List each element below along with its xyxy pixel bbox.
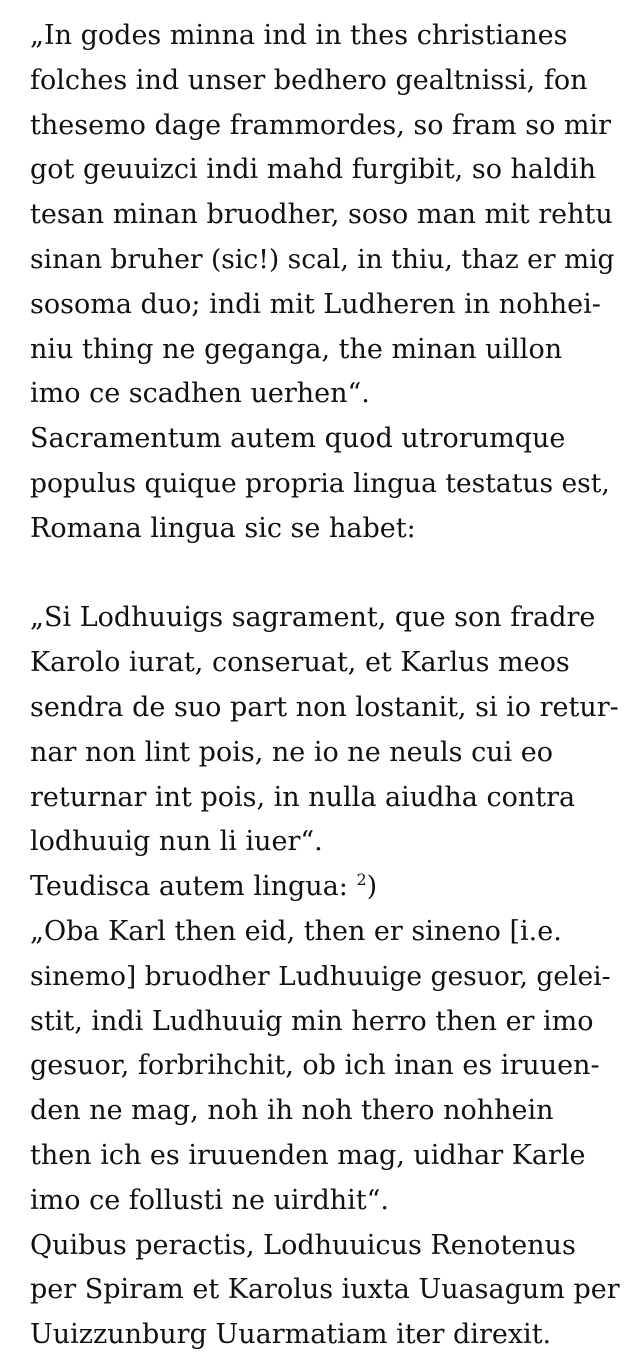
paragraph-oath-romance [30,596,620,865]
text-line: gesuor, forbrihchit, ob ich inan es iruuen- [30,1050,600,1082]
text-line: imo ce scadhen uerhen“. [30,378,370,410]
text-line: stit, indi Ludhuuig min herro then er imo [30,1005,594,1037]
text-line: nar non lint pois, ne io ne neuls cui eo [30,736,554,768]
paragraph-oath-old-high-german [30,14,620,417]
text-line: „Si Lodhuuigs sagrament, que son fradre [30,602,596,634]
text-line: den ne mag, noh ih noh thero nohhein [30,1095,554,1127]
text-line: Quibus peractis, Lodhuuicus Renotenus [30,1229,576,1261]
document-page [30,14,620,1358]
text-line: per Spiram et Karolus iuxta Uuasagum per [30,1274,620,1306]
text-line [30,865,620,910]
blank-line [30,552,620,597]
teudisca-text: Teudisca autem lingua: [30,871,357,903]
text-line: folches ind unser bedhero gealtnissi, fon [30,64,588,96]
text-line: „Oba Karl then eid, then er sineno [i.e. [30,915,562,947]
text-line: sendra de suo part non lostanit, si io retur- [30,691,619,723]
text-line: tesan minan bruodher, soso man mit rehtu [30,199,613,231]
paragraph-teudisca-intro [30,865,620,910]
text-line: lodhuuig nun li iuer“. [30,826,323,858]
paragraph-sacramentum-intro [30,417,620,551]
text-line: then ich es iruuenden mag, uidhar Karle [30,1139,586,1171]
text-line: thesemo dage frammordes, so fram so mir [30,109,612,141]
text-line: populus quique propria lingua testatus est, [30,467,610,499]
footnote-mark: 2 [356,870,367,890]
text-line: sinan bruher (sic!) scal, in thiu, thaz er mig [30,243,615,275]
text-line: Karolo iurat, conseruat, et Karlus meos [30,647,570,679]
text-line: niu thing ne geganga, the minan uillon [30,333,563,365]
text-line: got geuuizci indi mahd furgibit, so haldih [30,154,596,186]
paragraph-oath-teudisca [30,910,620,1224]
text-line: Romana lingua sic se habet: [30,512,416,544]
text-line: sosoma duo; indi mit Ludheren in nohhei- [30,288,601,320]
text-line: Uuizzunburg Uuarmatiam iter direxit. [30,1319,552,1351]
text-line: Sacramentum autem quod utrorumque [30,423,566,455]
text-line: returnar int pois, in nulla aiudha contra [30,781,576,813]
text-line: sinemo] bruodher Ludhuuige gesuor, gelei- [30,960,611,992]
footnote-paren: ) [366,871,378,903]
text-line: „In godes minna ind in thes christianes [30,20,568,51]
text-line: imo ce follusti ne uirdhit“. [30,1184,390,1216]
paragraph-quibus-peractis [30,1224,620,1358]
